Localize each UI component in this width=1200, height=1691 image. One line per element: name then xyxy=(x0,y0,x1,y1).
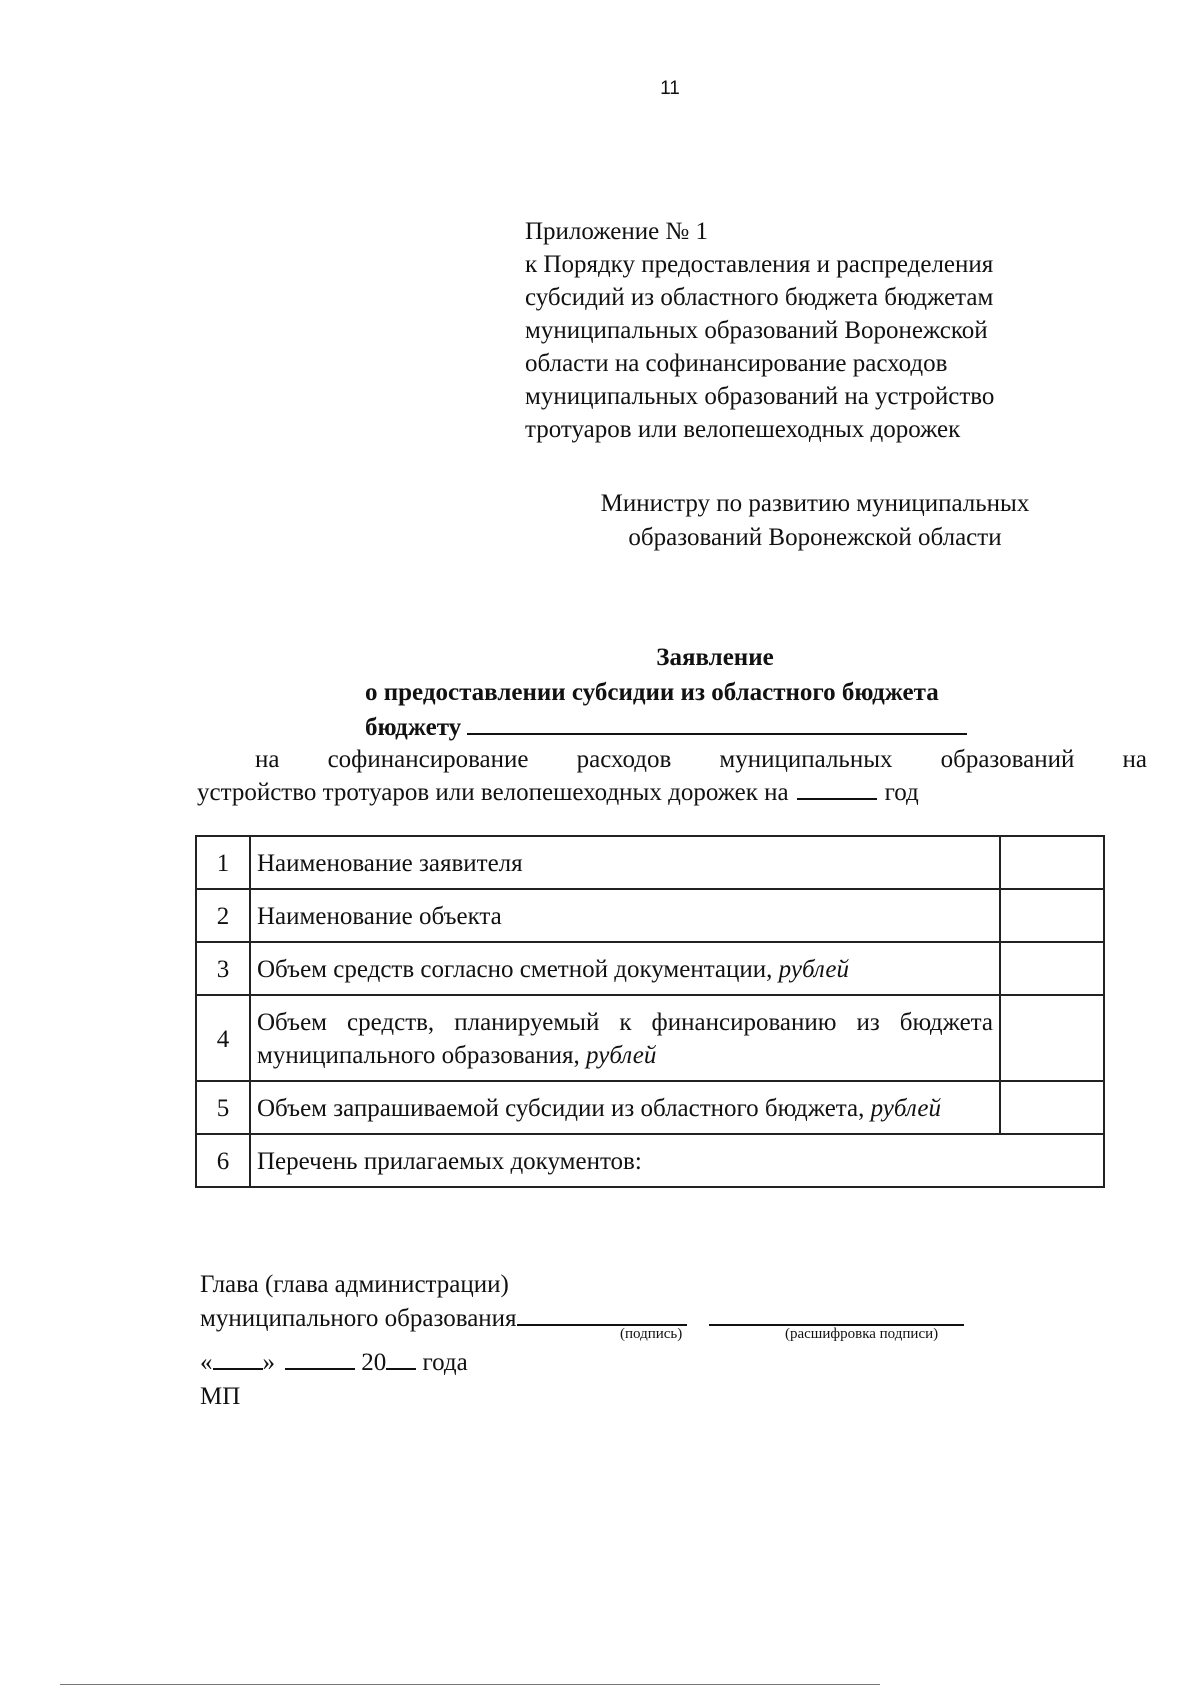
signature-title: Глава (глава администрации) xyxy=(200,1271,509,1298)
row-description: Объем средств согласно сметной документации, рублей xyxy=(250,942,1000,995)
appendix-line: Приложение № 1 xyxy=(525,218,709,245)
purpose-paragraph xyxy=(197,743,1147,809)
purpose-word: на xyxy=(1122,746,1147,773)
row-number: 3 xyxy=(196,942,250,995)
budget-label: бюджету xyxy=(365,714,462,741)
date-year-word: года xyxy=(422,1349,468,1376)
heading-budget-line xyxy=(195,710,1145,745)
signature-decode-field[interactable] xyxy=(709,1302,964,1326)
row-number: 2 xyxy=(196,889,250,942)
appendix-line: субсидий из областного бюджета бюджетам xyxy=(525,284,994,311)
purpose-word: образований xyxy=(940,746,1075,773)
table-row xyxy=(196,1134,1104,1187)
page-number: 11 xyxy=(660,78,680,99)
row-number: 5 xyxy=(196,1081,250,1134)
purpose-year-word: год xyxy=(884,779,919,806)
appendix-line: муниципальных образований Воронежской xyxy=(525,317,988,344)
purpose-line-1 xyxy=(197,743,1147,776)
scan-edge-line xyxy=(60,1684,880,1685)
row-value-cell[interactable] xyxy=(1000,942,1104,995)
appendix-line: муниципальных образований на устройство xyxy=(525,383,995,410)
signature-hint: (подпись) xyxy=(620,1326,683,1342)
purpose-line-2 xyxy=(197,776,1147,809)
date-century: 20 xyxy=(361,1349,387,1376)
table-row xyxy=(196,889,1104,942)
heading-subtitle: о предоставлении субсидии из областного бюджета xyxy=(365,679,939,706)
row-description: Наименование заявителя xyxy=(250,836,1000,889)
document-title: Заявление xyxy=(656,644,774,671)
addressee xyxy=(560,487,1070,555)
purpose-word: расходов xyxy=(576,746,672,773)
signature-decode-hint: (расшифровка подписи) xyxy=(785,1326,939,1342)
purpose-word: на xyxy=(255,746,280,773)
row-value-cell[interactable] xyxy=(1000,1081,1104,1134)
date-row xyxy=(200,1348,468,1377)
addressee-line: Министру по развитию муниципальных xyxy=(600,490,1030,517)
month-blank-field[interactable] xyxy=(285,1348,355,1370)
signature-title-2: муниципального образования xyxy=(200,1305,517,1332)
year-blank-field[interactable] xyxy=(797,778,877,800)
row-value-cell[interactable] xyxy=(1000,836,1104,889)
table-row xyxy=(196,995,1104,1081)
row-value-cell[interactable] xyxy=(1000,889,1104,942)
appendix-header xyxy=(525,215,1085,446)
date-quote: » xyxy=(262,1349,275,1376)
stamp-placeholder: МП xyxy=(200,1383,241,1410)
appendix-line: области на софинансирование расходов xyxy=(525,350,948,377)
table-row xyxy=(196,1081,1104,1134)
appendix-line: тротуаров или велопешеходных дорожек xyxy=(525,416,961,443)
row-number: 6 xyxy=(196,1134,250,1187)
table-row xyxy=(196,942,1104,995)
row-description: Перечень прилагаемых документов: xyxy=(250,1134,1104,1187)
row-value-cell[interactable] xyxy=(1000,995,1104,1081)
row-description: Наименование объекта xyxy=(250,889,1000,942)
addressee-line: образований Воронежской области xyxy=(628,524,1002,551)
appendix-line: к Порядку предоставления и распределения xyxy=(525,251,994,278)
application-table xyxy=(195,835,1105,1188)
signature-field[interactable] xyxy=(517,1302,687,1326)
purpose-word: муниципальных xyxy=(719,746,893,773)
row-description: Объем средств, планируемый к финансированию из бюджета муниципального образования, рублей xyxy=(250,995,1000,1081)
row-number: 1 xyxy=(196,836,250,889)
purpose-word: софинансирование xyxy=(327,746,529,773)
year-suffix-blank-field[interactable] xyxy=(386,1348,416,1370)
purpose-text: устройство тротуаров или велопешеходных дорожек на xyxy=(197,779,789,806)
budget-blank-field[interactable] xyxy=(467,711,967,735)
row-number: 4 xyxy=(196,995,250,1081)
table-row xyxy=(196,836,1104,889)
document-heading xyxy=(195,640,1145,745)
day-blank-field[interactable] xyxy=(213,1348,263,1370)
date-quote: « xyxy=(200,1349,213,1376)
row-description: Объем запрашиваемой субсидии из областного бюджета, рублей xyxy=(250,1081,1000,1134)
